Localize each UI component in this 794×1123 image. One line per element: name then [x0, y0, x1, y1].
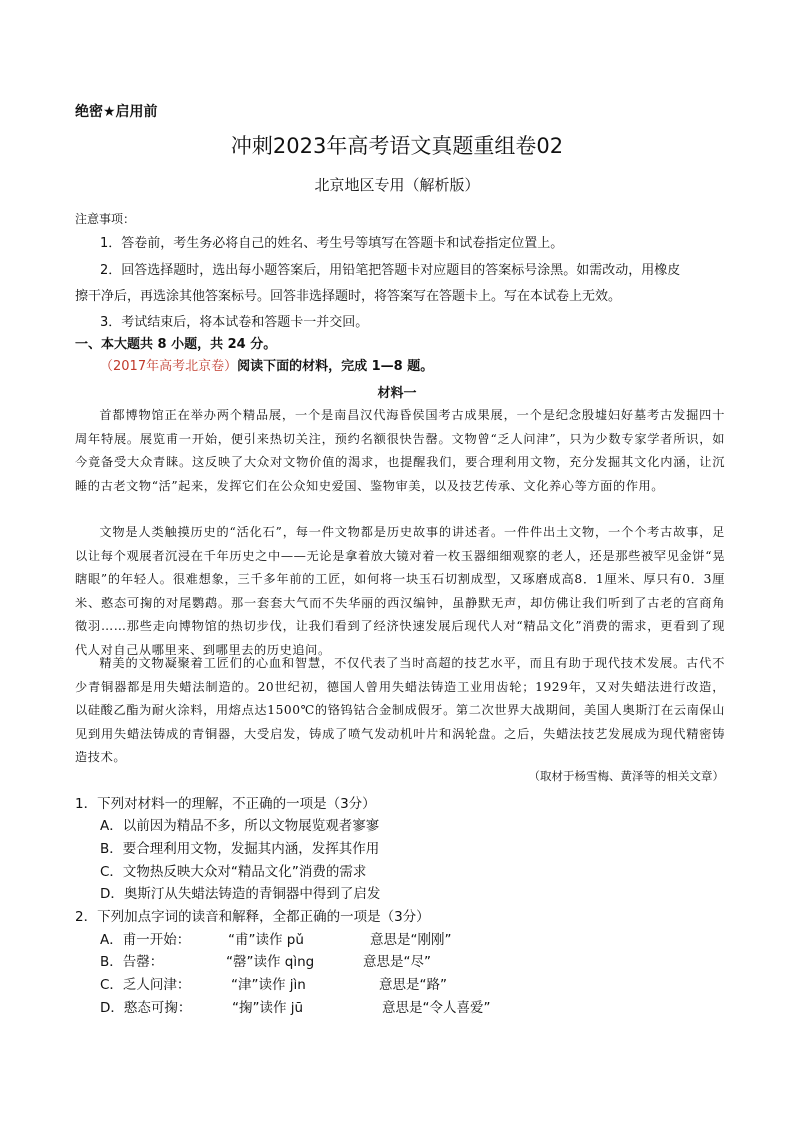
source-tag: （2017年高考北京卷） — [100, 359, 238, 374]
option-meaning: 意思是“刚刚” — [370, 932, 452, 948]
notice-item: 擦干净后，再选涂其他答案标号。回答非选择题时，将答案写在答题卡上。写在本试卷上无效。 — [75, 289, 622, 304]
instruction-line — [100, 358, 722, 376]
notice-title: 注意事项： — [75, 212, 136, 226]
question-stem: 2．下列加点字词的读音和解释，全都正确的一项是（3分） — [75, 909, 430, 925]
passage-paragraph: 文物是人类触摸历史的“活化石”，每一件文物都是历史故事的讲述者。一件件出土文物，一个个考古故事，足以让每个观展者沉浸在千年历史之中——无论是拿着放大镜对着一枚玉器细细观察的老人，还是那些被罕见金饼“晃瞎眼”的年轻人。很难想象，三千多年前的工匠，如何将一块玉石切割成型，又琢磨成高8．1厘米、厚只有0．3厘米、憨态可掬的对尾鹦鹉。那一套套大气而不失华丽的西汉编钟，虽静默无声，却仿佛让我们听到了古老的宫商角徵羽……那些走向博物馆的热切步伐，让我们看到了经济快速发展后现代人对“精品文化”消费的需求，更看到了现代人对自己从哪里来、到哪里去的历史追问。 — [75, 525, 725, 657]
notice-item: 1．答卷前，考生务必将自己的姓名、考生号等填写在答题卡和试卷指定位置上。 — [100, 236, 564, 251]
option-word: C．乏人问津： — [100, 977, 191, 993]
instruction-text: 阅读下面的材料，完成 1—8 题。 — [237, 359, 434, 374]
passage-paragraph: 精美的文物凝聚着工匠们的心血和智慧，不仅代表了当时高超的技艺水平，而且有助于现代技术发展。古代不少青铜器都是用失蜡法制造的。20世纪初，德国人曾用失蜡法铸造工业用齿轮；1929年，又对失蜡法进行改造，以硅酸乙酯为耐火涂料，用熔点达1500℃的铬钨钴合金制成假牙。第二次世界大战期间，美国人奥斯汀在云南保山见到用失蜡法铸成的青铜器，大受启发，铸成了喷气发动机叶片和涡轮盘。之后，失蜡法技艺发展成为现代精密铸造技术。 — [75, 656, 725, 764]
material-title: 材料一 — [377, 386, 417, 401]
option-word: D．憨态可掬： — [100, 1000, 192, 1016]
passage-paragraph: 首都博物馆正在举办两个精品展，一个是南昌汉代海昏侯国考古成果展，一个是纪念殷墟妇好墓考古发掘四十周年特展。展览甫一开始，便引来热切关注，预约名额很快告罄。文物曾“乏人问津”，只为少数专家学者所识，如今竟备受大众青睐。这反映了大众对文物价值的渴求，也提醒我们，要合理利用文物，充分发掘其文化内涵，让沉睡的古老文物“活”起来，发挥它们在公众知史爱国、鉴物审美，以及技艺传承、文化养心等方面的作用。 — [75, 408, 725, 493]
option-meaning: 意思是“尽” — [363, 954, 431, 970]
option: C．文物热反映大众对“精品文化”消费的需求 — [100, 864, 367, 880]
notice-item: 3．考试结束后，将本试卷和答题卡一并交回。 — [100, 315, 369, 330]
option-reading: “掬”读作 jū — [232, 1000, 304, 1016]
option-word: B．告罄： — [100, 954, 164, 970]
option-meaning: 意思是“路” — [379, 977, 447, 993]
option: B．要合理利用文物，发掘其内涵，发挥其作用 — [100, 841, 380, 857]
question-stem: 1．下列对材料一的理解，不正确的一项是（3分） — [75, 796, 376, 812]
option-reading: “甫”读作 pǔ — [228, 932, 304, 948]
section-heading: 一、本大题共 8 小题，共 24 分。 — [75, 337, 277, 352]
option-reading: “罄”读作 qìng — [226, 954, 315, 970]
option: A．以前因为精品不多，所以文物展览观者寥寥 — [100, 818, 380, 834]
page-subtitle: 北京地区专用（解析版） — [314, 176, 480, 194]
passage-source: （取材于杨雪梅、黄泽等的相关文章） — [528, 769, 724, 783]
page-title: 冲刺2023年高考语文真题重组卷02 — [230, 134, 564, 158]
confidential-label: 绝密★启用前 — [75, 104, 158, 120]
option-word: A．甫一开始： — [100, 932, 191, 948]
option-meaning: 意思是“令人喜爱” — [382, 1000, 491, 1016]
notice-item: 2．回答选择题时，选出每小题答案后，用铅笔把答题卡对应题目的答案标号涂黑。如需改动，用橡皮 — [100, 263, 681, 278]
option: D．奥斯汀从失蜡法铸造的青铜器中得到了启发 — [100, 886, 381, 902]
option-reading: “津”读作 jìn — [231, 977, 306, 993]
